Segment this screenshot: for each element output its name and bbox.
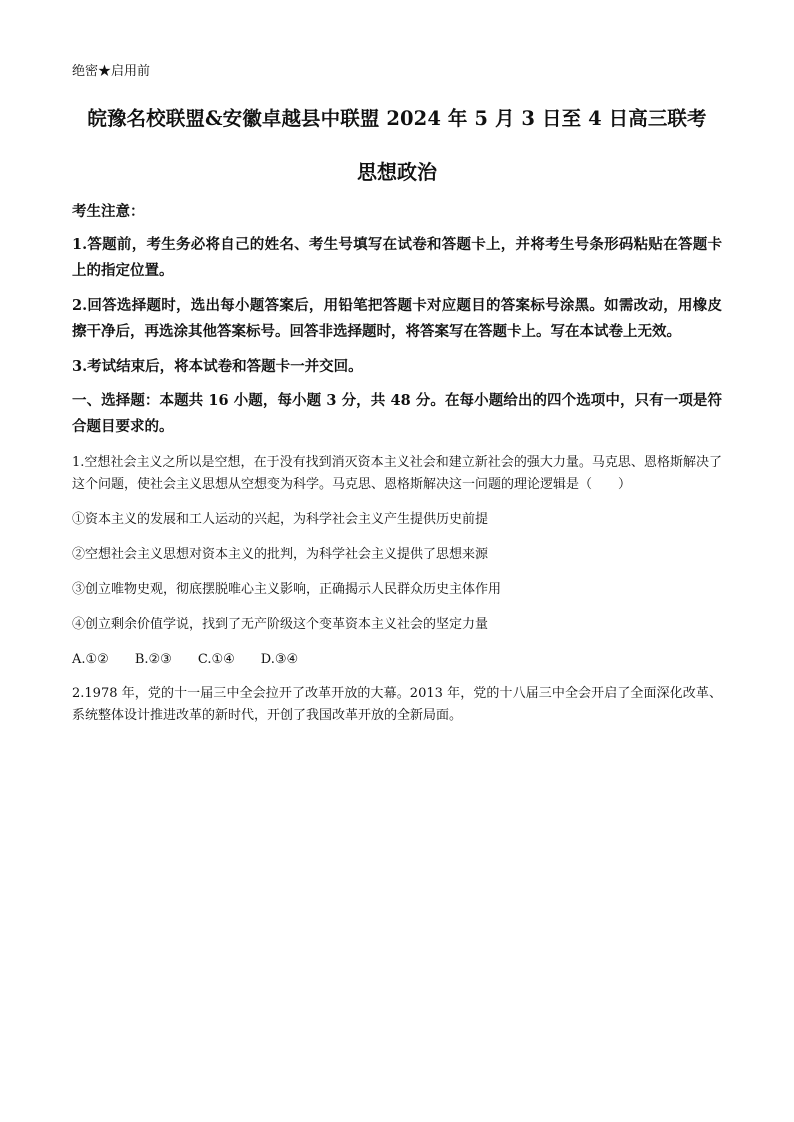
section-heading: 一、选择题：本题共 16 小题，每小题 3 分，共 48 分。在每小题给出的四个选项中，只有一项是符合题目要求的。	[72, 392, 722, 435]
subject-title: 思想政治	[357, 160, 437, 184]
notice-heading: 考生注意：	[72, 203, 145, 220]
choice-a: A.①②	[72, 652, 109, 667]
choice-b: B.②③	[134, 652, 172, 667]
question-1-option-4: ④创立剩余价值学说，找到了无产阶级这个变革资本主义社会的坚定力量	[72, 617, 489, 632]
exam-title: 皖豫名校联盟&安徽卓越县中联盟 2024 年 5 月 3 日至 4 日高三联考	[87, 107, 707, 130]
exam-page	[72, 62, 722, 727]
confidential-label: 绝密★启用前	[72, 64, 151, 79]
question-1-option-3: ③创立唯物史观，彻底摆脱唯心主义影响，正确揭示人民群众历史主体作用	[72, 582, 502, 597]
choice-c: C.①④	[197, 652, 235, 667]
question-1-stem: 1.空想社会主义之所以是空想，在于没有找到消灭资本主义社会和建立新社会的强大力量。马克思、恩格斯解决了这个问题，使社会主义思想从空想变为科学。马克思、恩格斯解决这一问题的理论逻辑是（ ）	[72, 455, 722, 492]
notice-item-2: 2.回答选择题时，选出每小题答案后，用铅笔把答题卡对应题目的答案标号涂黑。如需改动，用橡皮擦干净后，再选涂其他答案标号。回答非选择题时，将答案写在答题卡上。写在本试卷上无效。	[72, 297, 722, 340]
choice-d: D.③④	[260, 652, 299, 667]
question-1-option-1: ①资本主义的发展和工人运动的兴起，为科学社会主义产生提供历史前提	[72, 512, 489, 527]
question-1-option-2: ②空想社会主义思想对资本主义的批判，为科学社会主义提供了思想来源	[72, 547, 489, 562]
question-2-stem: 2.1978 年，党的十一届三中全会拉开了改革开放的大幕。2013 年，党的十八届三中全会开启了全面深化改革、系统整体设计推进改革的新时代，开创了我国改革开放的全新局面。	[72, 686, 722, 723]
question-1-choices	[72, 649, 722, 671]
notice-item-3: 3.考试结束后，将本试卷和答题卡一并交回。	[72, 358, 363, 375]
notice-item-1: 1.答题前，考生务必将自己的姓名、考生号填写在试卷和答题卡上，并将考生号条形码粘贴在答题卡上的指定位置。	[72, 236, 722, 279]
